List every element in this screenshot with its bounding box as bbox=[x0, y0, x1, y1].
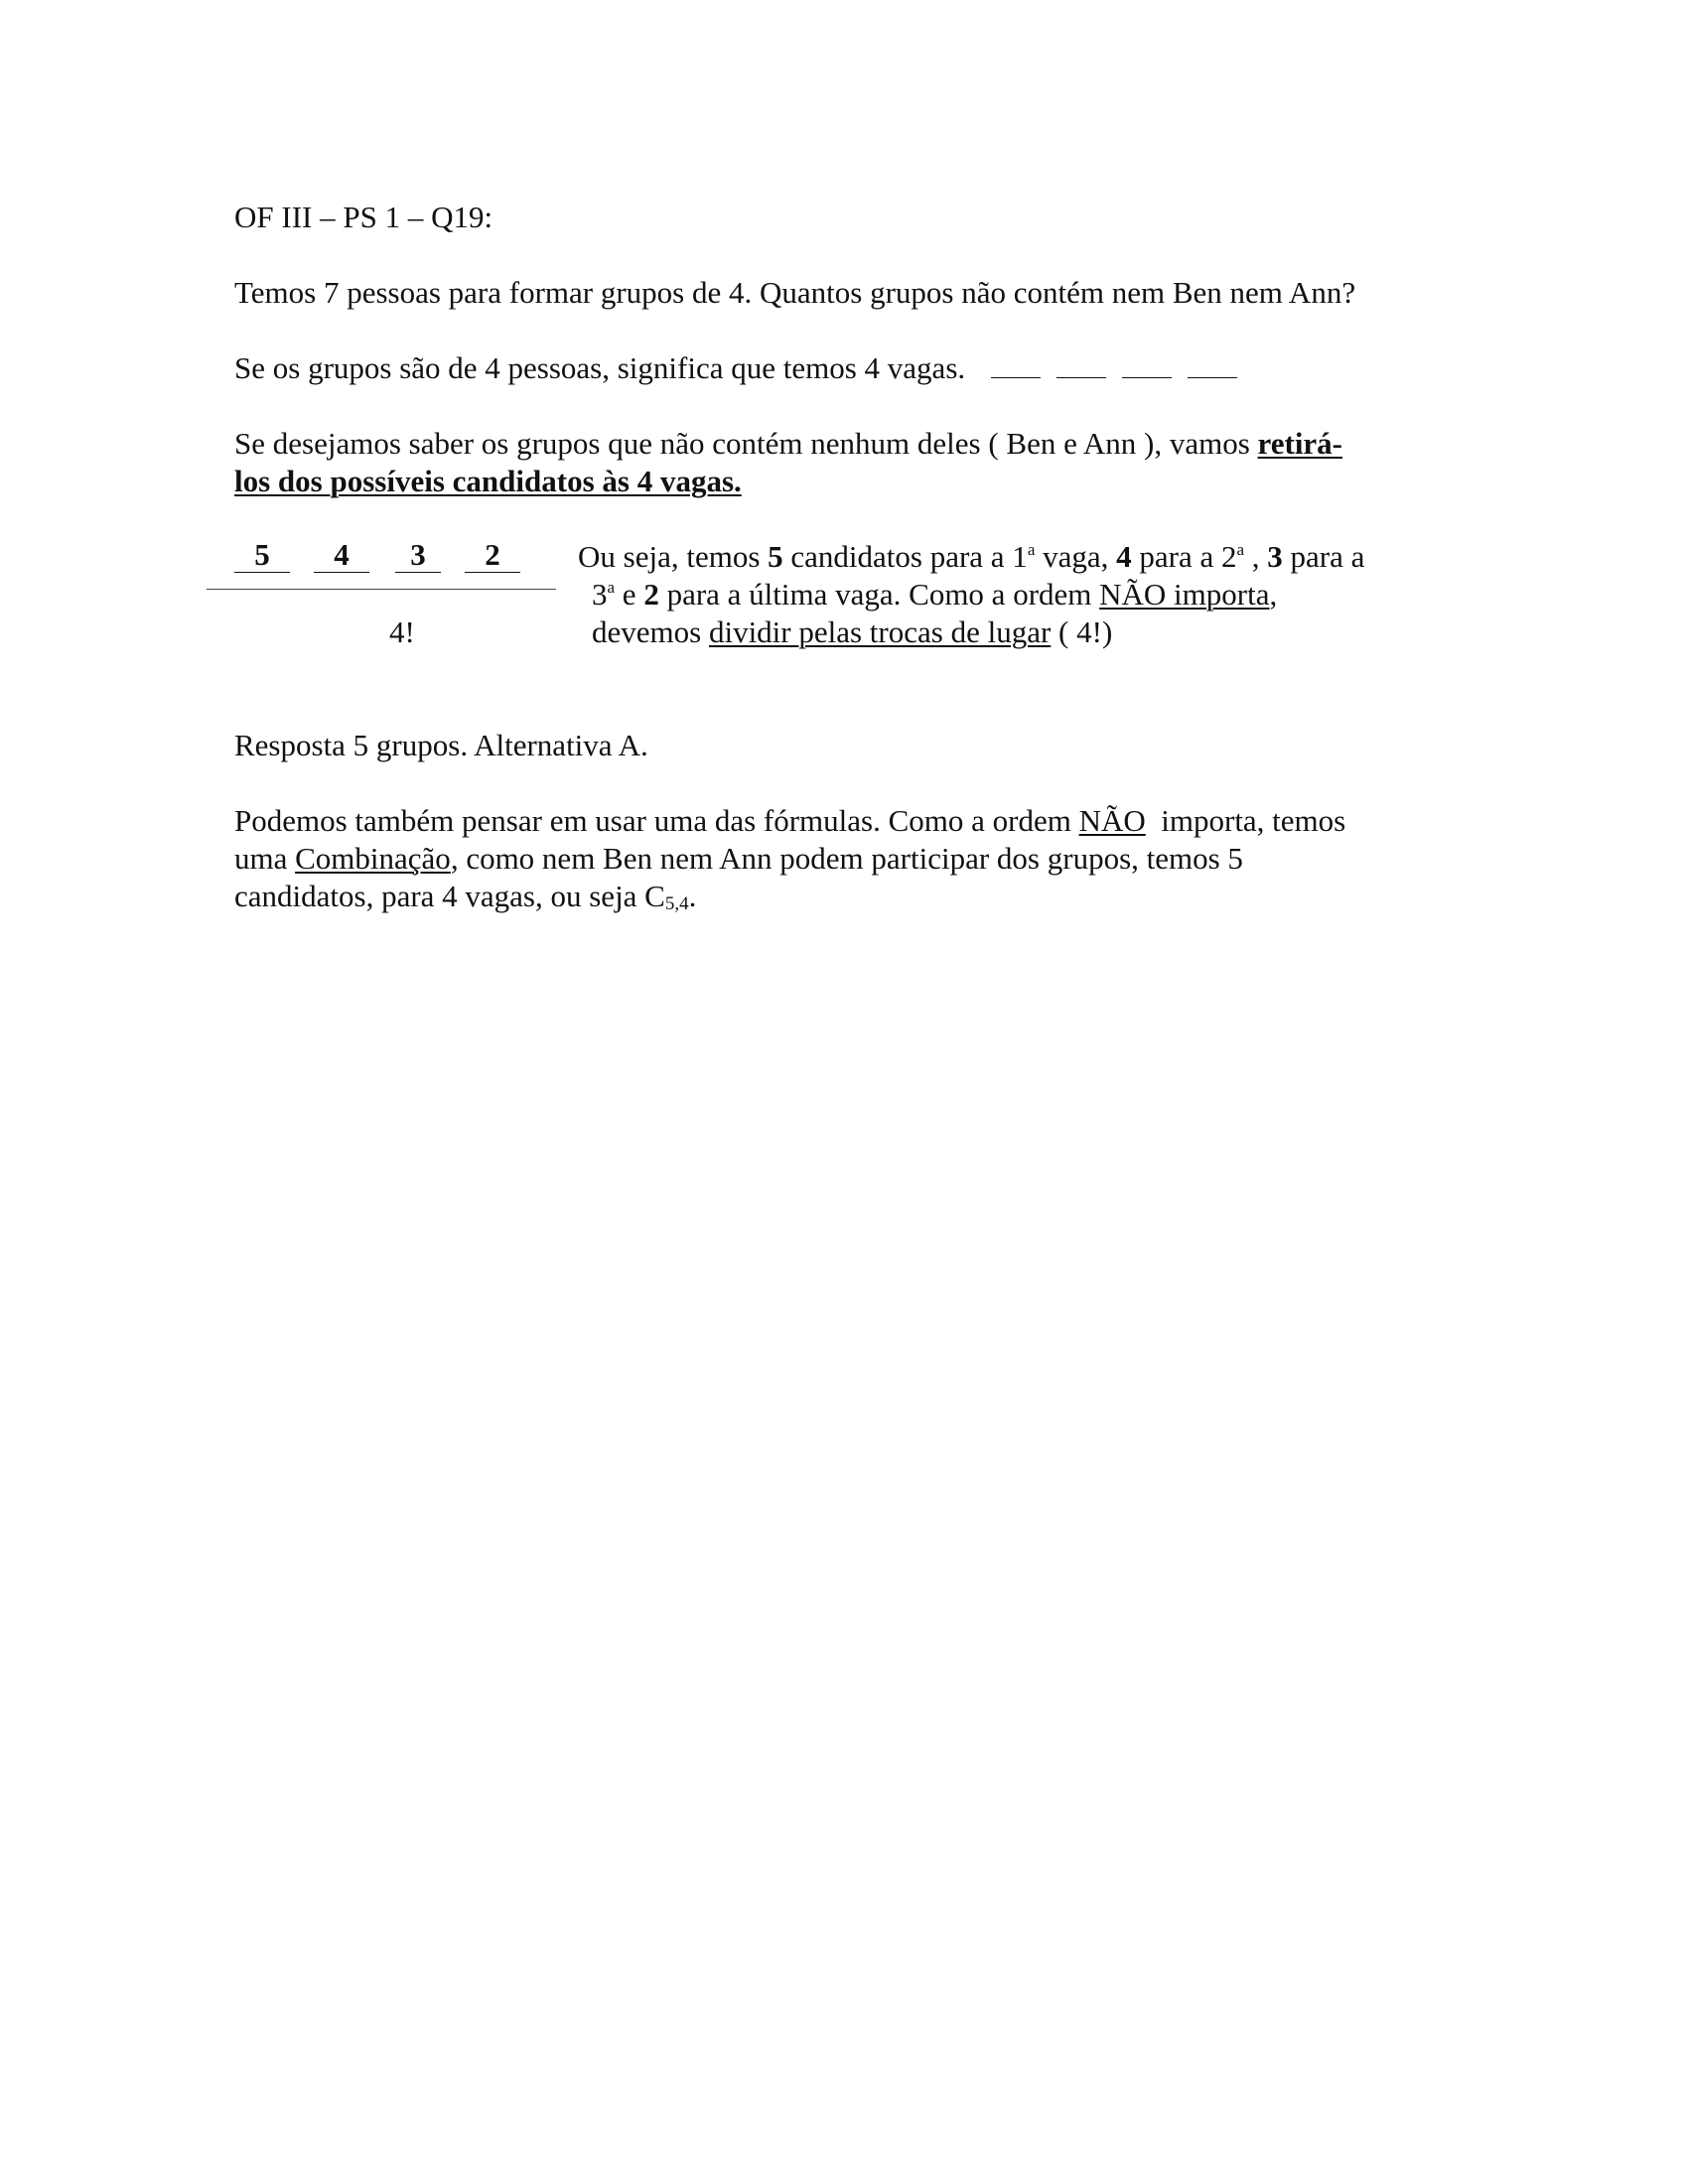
formula-text: candidatos, para 4 vagas, ou seja C bbox=[234, 879, 665, 913]
explanation-text: vaga, bbox=[1035, 539, 1117, 574]
explanation-text: ( 4!) bbox=[1051, 614, 1113, 649]
remove-para-emphasis-cont: los dos possíveis candidatos às 4 vagas. bbox=[234, 464, 742, 498]
slot-value: 2 bbox=[465, 538, 520, 573]
ordinal-sup: a bbox=[1027, 540, 1036, 559]
explanation-text: para a bbox=[1282, 539, 1365, 574]
explanation-line2 bbox=[592, 576, 1277, 614]
combination-subscript: 5,4 bbox=[664, 893, 689, 914]
explanation-underline: dividir pelas trocas de lugar bbox=[708, 614, 1052, 649]
slot-value: 4 bbox=[314, 538, 369, 573]
explanation-bold: 2 bbox=[643, 577, 659, 612]
vagas-line bbox=[234, 349, 1253, 387]
formula-text: importa, temos bbox=[1145, 803, 1346, 838]
vaga-blank bbox=[1122, 351, 1172, 378]
remove-para-emphasis: retirá- bbox=[1257, 426, 1343, 461]
explanation-text: , bbox=[1269, 577, 1278, 612]
denominator: 4! bbox=[389, 614, 415, 649]
explanation-bold: 3 bbox=[1267, 539, 1283, 574]
explanation-bold: 5 bbox=[768, 539, 783, 574]
explanation-text: devemos bbox=[592, 614, 709, 649]
document-title: OF III – PS 1 – Q19: bbox=[234, 200, 493, 234]
formula-line2 bbox=[234, 840, 1243, 878]
explanation-text: 3 bbox=[592, 577, 608, 612]
slots-row bbox=[234, 538, 562, 578]
formula-underline: Combinação bbox=[295, 841, 451, 876]
explanation-line3 bbox=[592, 614, 1112, 651]
remove-para-line2 bbox=[234, 463, 742, 500]
formula-line1 bbox=[234, 802, 1345, 840]
vaga-blank bbox=[1188, 351, 1237, 378]
vaga-blank bbox=[1056, 351, 1106, 378]
remove-para-text: Se desejamos saber os grupos que não contém nenhum deles ( Ben e Ann ), vamos bbox=[234, 426, 1258, 461]
ordinal-sup: a bbox=[607, 578, 616, 597]
explanation-underline: NÃO importa bbox=[1099, 577, 1270, 612]
formula-text: , como nem Ben nem Ann podem participar dos grupos, temos 5 bbox=[450, 841, 1243, 876]
explanation-text: , bbox=[1244, 539, 1268, 574]
slot-value: 5 bbox=[234, 538, 290, 573]
explanation-text: para a última vaga. Como a ordem bbox=[658, 577, 1100, 612]
formula-underline: NÃO bbox=[1078, 803, 1146, 838]
formula-text: Podemos também pensar em usar uma das fórmulas. Como a ordem bbox=[234, 803, 1079, 838]
slot-value: 3 bbox=[395, 538, 441, 573]
ordinal-sup: a bbox=[1236, 540, 1245, 559]
explanation-text: para a 2 bbox=[1131, 539, 1237, 574]
explanation-text: e bbox=[615, 577, 644, 612]
vaga-blank bbox=[991, 351, 1041, 378]
answer-text: Resposta 5 grupos. Alternativa A. bbox=[234, 728, 648, 762]
explanation-bold: 4 bbox=[1116, 539, 1132, 574]
formula-line3 bbox=[234, 878, 696, 915]
explanation-text: Ou seja, temos bbox=[578, 539, 769, 574]
formula-text: uma bbox=[234, 841, 296, 876]
vagas-text: Se os grupos são de 4 pessoas, significa que temos 4 vagas. bbox=[234, 350, 966, 385]
question-text: Temos 7 pessoas para formar grupos de 4. Quantos grupos não contém nem Ben nem Ann? bbox=[234, 275, 1356, 310]
fraction-bar bbox=[207, 589, 556, 590]
formula-text: . bbox=[688, 879, 697, 913]
explanation-line1 bbox=[578, 538, 1364, 576]
remove-para-line1 bbox=[234, 425, 1342, 463]
explanation-text: candidatos para a 1 bbox=[782, 539, 1028, 574]
